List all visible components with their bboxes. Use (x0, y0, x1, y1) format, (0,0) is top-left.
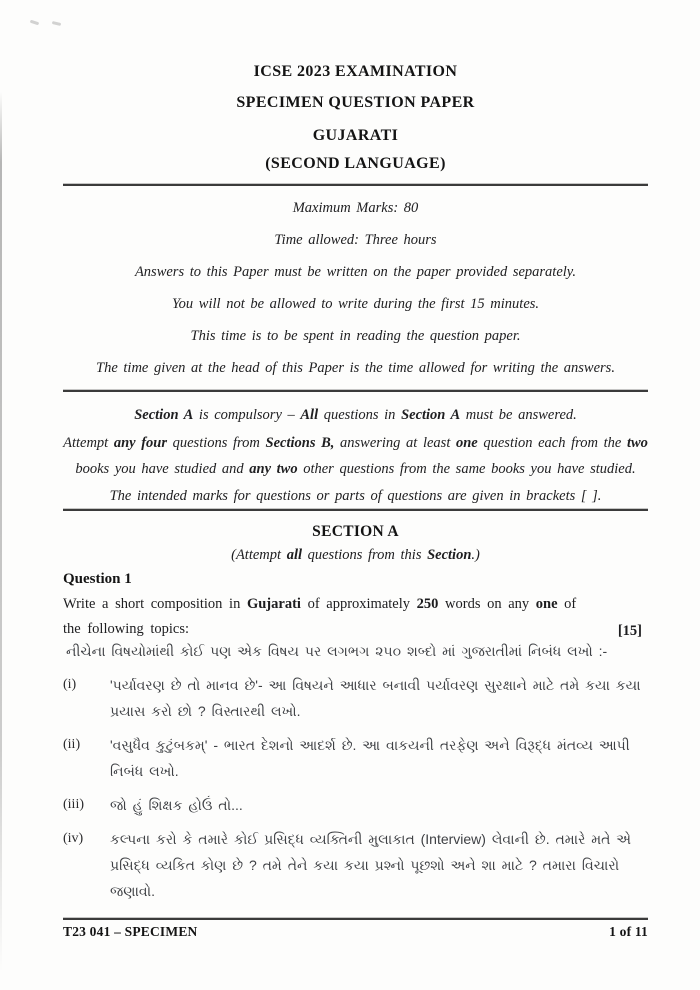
scan-artifact-mark (30, 20, 39, 26)
footer-rule (63, 918, 648, 920)
marks-badge: [15] (617, 623, 642, 639)
topic-text: જો હું શિક્ષક હોઉં તો... (110, 797, 243, 813)
section-instructions-block (63, 402, 648, 507)
scan-artifact-mark (52, 21, 61, 26)
topic-item-iv (63, 826, 648, 904)
question-1-label: Question 1 (63, 571, 132, 587)
footer-row (63, 924, 648, 940)
section-a-subheading: (Attempt all questions from this Section.) (231, 547, 480, 563)
max-marks-line: Maximum Marks: 80 (292, 200, 419, 216)
subject-title: GUJARATI (312, 127, 399, 144)
topic-number: (i) (63, 677, 77, 692)
topic-item-iii (63, 792, 648, 818)
topic-text: 'પર્યાવરણ છે તો માનવ છે'- આ વિષયને આધાર બનાવી પર્યાવરણ સુરક્ષાને માટે તમે કયા કયા પ્રયાસ કરો છો ? વિસ્તારથી લખો. (110, 677, 641, 719)
question-1-text-gujarati: નીચેના વિષયોમાંથી કોઈ પણ એક વિષય પર લગભગ ૨૫૦ શબ્દો માં ગુજરાતીમાં નિબંધ લખો :- (66, 643, 608, 659)
question-1-body (63, 592, 648, 642)
topic-text: 'વસુધૈવ કુટુંબકમ્' - ભારત દેશનો આદર્શ છે. આ વાકયની તરફેણ અને વિરૂદ્ધ મંતવ્ય આપી નિબંધ લખો. (110, 737, 630, 779)
divider-rule (63, 509, 648, 511)
time-allowed-line: Time allowed: Three hours (274, 232, 437, 248)
section-a-heading: SECTION A (312, 523, 399, 540)
reading-time-line: This time is to be spent in reading the question paper. (190, 328, 521, 344)
answers-instruction-line: Answers to this Paper must be written on the paper provided separately. (134, 264, 577, 280)
intended-marks-line: The intended marks for questions or parts of questions are given in brackets [ ]. (109, 488, 602, 504)
topic-number: (iii) (63, 797, 84, 812)
page-content (63, 0, 648, 904)
page-number: 1 of 11 (609, 924, 648, 939)
topic-text: કલ્પના કરો કે તમારે કોઈ પ્રસિદ્ધ વ્યક્તિની મુલાકાત (Interview) લેવાની છે. તમારે મતે એ પ્રસિદ્ધ વ્યકિત કોણ છે ? તમે તેને કયા કયા પ્રશ્નો પૂછશો અને શા માટે ? તમારા વિચારો જણાવો. (110, 831, 632, 899)
topic-number: (iv) (63, 831, 84, 846)
first-15-minutes-line: You will not be allowed to write during the first 15 minutes. (171, 296, 540, 312)
paper-code: T23 041 – SPECIMEN (63, 924, 198, 939)
question-1-text-english: Write a short composition in Gujarati of approximately 250 words on any one of the following topics: (63, 596, 577, 637)
topic-number: (ii) (63, 737, 81, 752)
scan-edge-shadow (0, 92, 2, 972)
subject-subtitle: (SECOND LANGUAGE) (265, 155, 446, 172)
topic-list (63, 672, 648, 904)
divider-rule (63, 184, 648, 186)
paper-header (63, 0, 648, 174)
topic-item-ii (63, 732, 648, 784)
divider-rule (63, 390, 648, 392)
page-footer (0, 918, 700, 940)
section-a-compulsory-line: Section A is compulsory – All questions in Section A must be answered. (134, 407, 577, 423)
exam-info-block (63, 198, 648, 378)
writing-time-line: The time given at the head of this Paper is the time allowed for writing the answers. (96, 360, 615, 376)
exam-title: ICSE 2023 EXAMINATION (253, 63, 458, 80)
attempt-four-questions-line: Attempt any four questions from Sections B, answering at least one question each from the two books you have studied and any two other questions from the same books you have studied. (63, 435, 648, 477)
topic-item-i (63, 672, 648, 724)
paper-type-title: SPECIMEN QUESTION PAPER (236, 94, 475, 111)
